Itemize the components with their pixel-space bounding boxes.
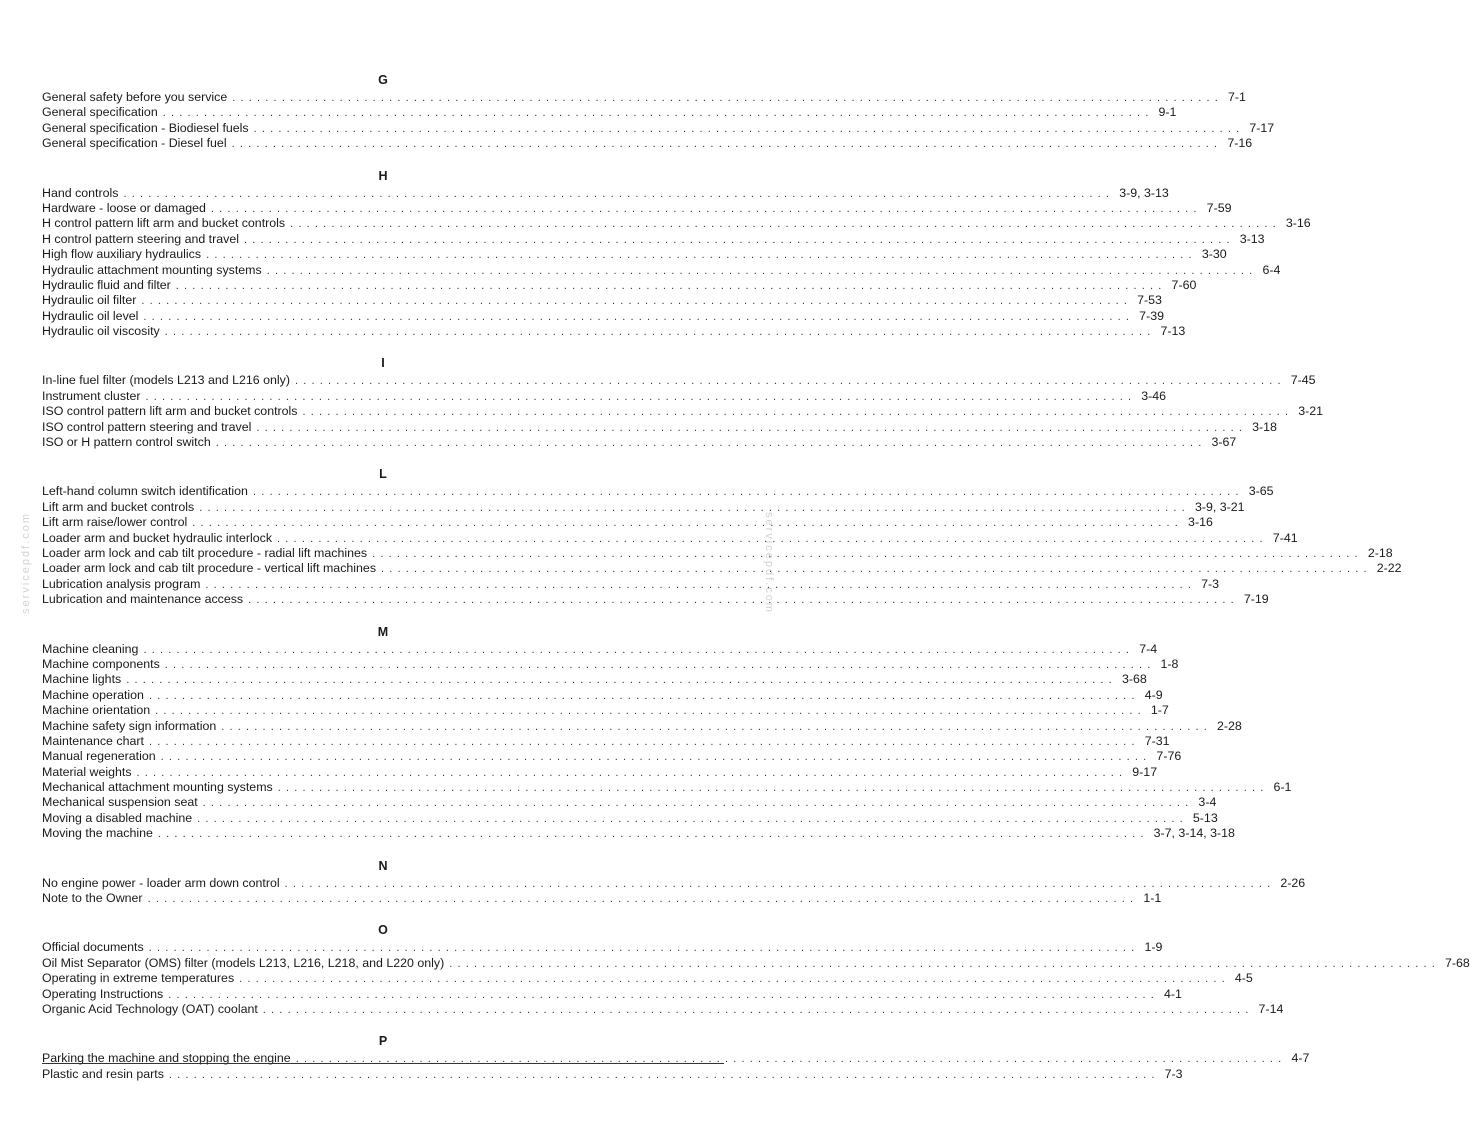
entry-term: No engine power - loader arm down control <box>42 875 280 890</box>
entry-pages: 4-1 <box>1163 986 1182 1001</box>
entry-pages: 2-28 <box>1217 718 1242 733</box>
entry-term: Lift arm and bucket controls <box>42 499 195 514</box>
dot-leader: ........................................................................................................................ <box>277 782 1269 795</box>
index-entry[interactable] <box>42 718 1242 734</box>
dot-leader: ........................................................................................................................ <box>215 437 1207 450</box>
dot-leader: ........................................................................................................................ <box>145 390 1137 403</box>
index-section <box>42 857 1306 907</box>
entry-pages: 2-26 <box>1280 875 1306 890</box>
section-letter: P <box>378 1034 388 1049</box>
entry-pages: 6-1 <box>1273 780 1292 795</box>
section-gap <box>42 152 724 167</box>
index-section <box>42 623 1292 842</box>
index-entry[interactable] <box>42 419 1277 435</box>
dot-leader: ........................................................................................................................ <box>231 138 1223 151</box>
index-entry[interactable] <box>42 247 1227 262</box>
dot-leader: ........................................................................................................................ <box>160 751 1152 764</box>
entry-term: Machine lights <box>42 672 122 687</box>
entry-pages: 2-18 <box>1367 545 1393 560</box>
entry-pages: 7-4 <box>1139 641 1158 656</box>
dot-leader: ........................................................................................................................ <box>210 202 1202 215</box>
entry-pages: 7-45 <box>1290 373 1316 388</box>
entry-pages: 3-18 <box>1252 419 1277 434</box>
index-entry[interactable] <box>42 826 1235 841</box>
section-gap <box>42 339 724 354</box>
entry-term: ISO or H pattern control switch <box>42 435 211 450</box>
index-entry[interactable] <box>42 592 1269 607</box>
index-entry[interactable] <box>42 749 1182 764</box>
section-gap <box>42 608 724 623</box>
entry-term: Loader arm and bucket hydraulic interlock <box>42 530 273 545</box>
index-entry[interactable] <box>42 293 1162 308</box>
entry-term: Lubrication analysis program <box>42 576 201 591</box>
index-entry[interactable] <box>42 277 1197 293</box>
entry-term: Note to the Owner <box>42 891 143 906</box>
section-gap <box>42 450 724 465</box>
dot-leader: ........................................................................................................................ <box>266 264 1258 277</box>
entry-term: Instrument cluster <box>42 388 141 403</box>
index-entry[interactable] <box>42 90 1246 105</box>
dot-leader: ........................................................................................................................ <box>253 122 1245 135</box>
entry-pages: 3-9, 3-13 <box>1119 185 1169 200</box>
entry-term: Machine orientation <box>42 703 151 718</box>
index-entry[interactable] <box>42 703 1169 718</box>
entry-pages: 3-16 <box>1285 216 1311 231</box>
dot-leader: ........................................................................................................................ <box>239 973 1230 986</box>
index-entry[interactable] <box>42 499 1245 515</box>
index-entry[interactable] <box>42 641 1158 657</box>
index-entry[interactable] <box>42 955 1470 971</box>
entry-pages: 7-68 <box>1444 955 1470 970</box>
entry-term: Lift arm raise/lower control <box>42 515 188 530</box>
entry-pages: 1-8 <box>1160 656 1179 671</box>
dot-leader: ........................................................................................................................ <box>143 643 1135 656</box>
entry-term: Official documents <box>42 940 144 955</box>
entry-term: Machine components <box>42 656 160 671</box>
entry-term: Hydraulic attachment mounting systems <box>42 262 262 277</box>
entry-term: Hydraulic oil viscosity <box>42 324 160 339</box>
index-entry[interactable] <box>42 656 1179 672</box>
entry-pages: 4-5 <box>1234 971 1253 986</box>
dot-leader: ........................................................................................................................ <box>136 766 1128 779</box>
entry-term: ISO control pattern lift arm and bucket controls <box>42 404 298 419</box>
dot-leader: ........................................................................................................................ <box>157 828 1149 841</box>
entry-term: In-line fuel filter (models L213 and L216 only) <box>42 373 290 388</box>
section-gap <box>42 906 724 921</box>
entry-term: Oil Mist Separator (OMS) filter (models L213, L216, L218, and L220 only) <box>42 955 445 970</box>
index-entry[interactable] <box>42 1001 1284 1017</box>
dot-leader: ........................................................................................................................ <box>372 547 1363 560</box>
entry-term: Hydraulic fluid and filter <box>42 277 171 292</box>
index-section <box>42 921 1470 1017</box>
index-section <box>42 1032 1310 1082</box>
entry-term: Loader arm lock and cab tilt procedure - radial lift machines <box>42 545 368 560</box>
entry-pages: 3-16 <box>1188 515 1213 530</box>
dot-leader: ........................................................................................................................ <box>381 563 1372 576</box>
dot-leader: ........................................................................................................................ <box>192 517 1184 530</box>
dot-leader: ........................................................................................................................ <box>126 674 1117 687</box>
entry-pages: 7-3 <box>1164 1066 1183 1081</box>
entry-term: General safety before you service <box>42 90 228 104</box>
index-entry[interactable] <box>42 105 1177 120</box>
entry-term: Hydraulic oil filter <box>42 293 137 308</box>
entry-pages: 7-17 <box>1249 120 1275 135</box>
entry-pages: 5-13 <box>1192 810 1218 825</box>
dot-leader: ........................................................................................................................ <box>155 705 1146 718</box>
index-entry[interactable] <box>42 986 1182 1002</box>
dot-leader: ........................................................................................................................ <box>205 578 1197 591</box>
dot-leader: ........................................................................................................................ <box>232 92 1224 104</box>
entry-pages: 3-7, 3-14, 3-18 <box>1153 826 1235 841</box>
index-entry[interactable] <box>42 810 1218 826</box>
section-gap <box>42 1017 724 1032</box>
dot-leader: ........................................................................................................................ <box>168 1068 1160 1081</box>
entry-pages: 1-7 <box>1150 703 1169 718</box>
index-entry[interactable] <box>42 1051 1310 1066</box>
footer-rule <box>42 1063 724 1064</box>
entry-term: Maintenance chart <box>42 733 144 748</box>
entry-term: Operating Instructions <box>42 986 164 1001</box>
entry-term: High flow auxiliary hydraulics <box>42 247 202 262</box>
entry-pages: 4-9 <box>1144 687 1163 702</box>
entry-pages: 9-17 <box>1132 764 1158 779</box>
dot-leader: ........................................................................................................................ <box>294 375 1286 388</box>
dot-leader: ........................................................................................................................ <box>147 893 1139 906</box>
entry-pages: 7-3 <box>1201 576 1220 591</box>
entry-term: ISO control pattern steering and travel <box>42 419 252 434</box>
entry-term: General specification <box>42 105 158 120</box>
index-entry[interactable] <box>42 545 1393 561</box>
dot-leader: ........................................................................................................................ <box>148 942 1140 955</box>
dot-leader: ........................................................................................................................ <box>162 107 1154 120</box>
entry-pages: 7-16 <box>1227 136 1253 151</box>
entry-pages: 3-9, 3-21 <box>1194 499 1245 514</box>
entry-pages: 3-21 <box>1298 404 1324 419</box>
dot-leader: ........................................................................................................................ <box>143 310 1135 323</box>
entry-term: Lubrication and maintenance access <box>42 592 244 607</box>
entry-pages: 7-19 <box>1243 592 1269 607</box>
entry-pages: 7-76 <box>1156 749 1182 764</box>
section-letter: M <box>377 624 389 639</box>
index-entry[interactable] <box>42 373 1316 388</box>
index-section <box>42 71 1275 152</box>
entry-term: Machine safety sign information <box>42 718 217 733</box>
entry-pages: 3-67 <box>1211 435 1237 450</box>
entry-pages: 7-59 <box>1206 200 1232 215</box>
section-letter: N <box>378 858 388 873</box>
dot-leader: ........................................................................................................................ <box>123 187 1115 200</box>
entry-term: Left-hand column switch identification <box>42 484 248 499</box>
entry-pages: 7-60 <box>1171 277 1197 292</box>
entry-term: Manual regeneration <box>42 749 156 764</box>
entry-term: Mechanical suspension seat <box>42 795 198 810</box>
index-entry[interactable] <box>42 308 1164 324</box>
index-entry[interactable] <box>42 530 1298 546</box>
dot-leader: ........................................................................................................................ <box>295 1053 1287 1066</box>
dot-leader: ........................................................................................................................ <box>221 720 1212 733</box>
section-letter: O <box>378 923 388 938</box>
dot-leader: ........................................................................................................................ <box>302 406 1294 419</box>
entry-pages: 7-1 <box>1228 90 1246 104</box>
dot-leader: ........................................................................................................................ <box>164 326 1156 339</box>
entry-pages: 1-1 <box>1143 891 1162 906</box>
index-entry[interactable] <box>42 687 1163 703</box>
entry-term: Loader arm lock and cab tilt procedure - vertical lift machines <box>42 561 377 576</box>
index-entry[interactable] <box>42 404 1324 419</box>
entry-term: Operating in extreme temperatures <box>42 971 235 986</box>
index-entry[interactable] <box>42 940 1163 955</box>
index-entry[interactable] <box>42 875 1306 891</box>
dot-leader: ........................................................................................................................ <box>449 957 1440 970</box>
index-entry[interactable] <box>42 733 1170 749</box>
dot-leader: ........................................................................................................................ <box>284 877 1276 890</box>
index-entry[interactable] <box>42 262 1281 278</box>
dot-leader: ........................................................................................................................ <box>197 812 1188 825</box>
section-letter: L <box>379 467 387 482</box>
index-entry[interactable] <box>42 435 1237 450</box>
index-entry[interactable] <box>42 971 1253 986</box>
index-entry[interactable] <box>42 1066 1183 1082</box>
index-entry[interactable] <box>42 185 1169 201</box>
entry-term: Hardware - loose or damaged <box>42 200 206 215</box>
entry-term: Plastic and resin parts <box>42 1066 164 1081</box>
entry-term: Moving a disabled machine <box>42 810 193 825</box>
entry-pages: 2-22 <box>1376 561 1402 576</box>
entry-term: Parking the machine and stopping the engine <box>42 1051 291 1066</box>
dot-leader: ........................................................................................................................ <box>256 421 1248 434</box>
index-entry[interactable] <box>42 200 1232 216</box>
index-entry[interactable] <box>42 324 1186 339</box>
entry-pages: 7-14 <box>1258 1001 1284 1016</box>
section-letter: H <box>378 168 388 183</box>
index-entry[interactable] <box>42 891 1162 906</box>
index-entry[interactable] <box>42 388 1167 404</box>
entry-term: H control pattern steering and travel <box>42 231 239 246</box>
dot-leader: ........................................................................................................................ <box>206 249 1197 262</box>
entry-pages: 7-31 <box>1144 733 1170 748</box>
dot-leader: ........................................................................................................................ <box>175 279 1167 292</box>
entry-term: Moving the machine <box>42 826 153 841</box>
entry-term: H control pattern lift arm and bucket controls <box>42 216 286 231</box>
entry-pages: 3-30 <box>1201 247 1227 262</box>
entry-term: Mechanical attachment mounting systems <box>42 780 273 795</box>
index-entry[interactable] <box>42 231 1265 247</box>
entry-pages: 3-65 <box>1248 484 1274 499</box>
dot-leader: ........................................................................................................................ <box>243 233 1235 246</box>
entry-pages: 4-7 <box>1291 1051 1310 1066</box>
dot-leader: ........................................................................................................................ <box>202 797 1194 810</box>
index-entry[interactable] <box>42 561 1402 576</box>
entry-pages: 3-4 <box>1198 795 1217 810</box>
entry-pages: 3-46 <box>1141 388 1167 403</box>
index-entry[interactable] <box>42 515 1213 530</box>
dot-leader: ........................................................................................................................ <box>290 218 1281 231</box>
entry-term: General specification - Biodiesel fuels <box>42 120 249 135</box>
index-entry[interactable] <box>42 780 1292 795</box>
index-section <box>42 354 1324 450</box>
index-entry[interactable] <box>42 120 1275 136</box>
dot-leader: ........................................................................................................................ <box>148 689 1140 702</box>
index-section <box>42 167 1311 340</box>
dot-leader: ........................................................................................................................ <box>199 501 1190 514</box>
index-entry[interactable] <box>42 136 1253 151</box>
entry-pages: 1-9 <box>1144 940 1163 955</box>
section-letter: I <box>381 356 385 371</box>
entry-pages: 7-53 <box>1137 293 1162 308</box>
index-entry[interactable] <box>42 795 1217 810</box>
dot-leader: ........................................................................................................................ <box>168 988 1159 1001</box>
watermark-right: servicepdf.com <box>763 512 775 614</box>
entry-pages: 7-41 <box>1272 530 1298 545</box>
entry-pages: 7-13 <box>1160 324 1186 339</box>
section-letter: G <box>378 73 388 87</box>
entry-term: Hydraulic oil level <box>42 308 139 323</box>
dot-leader: ........................................................................................................................ <box>148 735 1140 748</box>
dot-leader: ........................................................................................................................ <box>164 658 1156 671</box>
entry-term: Material weights <box>42 764 132 779</box>
entry-term: General specification - Diesel fuel <box>42 136 227 151</box>
dot-leader: ........................................................................................................................ <box>262 1003 1254 1016</box>
entry-pages: 9-1 <box>1158 105 1177 120</box>
dot-leader: ........................................................................................................................ <box>141 295 1133 308</box>
dot-leader: ........................................................................................................................ <box>277 532 1268 545</box>
index-entry[interactable] <box>42 764 1158 780</box>
section-gap <box>42 842 724 857</box>
entry-term: Hand controls <box>42 185 119 200</box>
index-entry[interactable] <box>42 576 1220 592</box>
index-entry[interactable] <box>42 484 1274 499</box>
entry-term: Organic Acid Technology (OAT) coolant <box>42 1001 258 1016</box>
watermark-left: servicepdf.com <box>20 512 32 614</box>
entry-pages: 3-68 <box>1121 672 1147 687</box>
entry-term: Machine cleaning <box>42 641 139 656</box>
index-entry[interactable] <box>42 672 1147 687</box>
dot-leader: ........................................................................................................................ <box>248 594 1239 607</box>
dot-leader: ........................................................................................................................ <box>252 486 1244 499</box>
entry-pages: 3-13 <box>1239 231 1265 246</box>
index-entry[interactable] <box>42 216 1311 231</box>
entry-pages: 6-4 <box>1262 262 1281 277</box>
entry-term: Machine operation <box>42 687 144 702</box>
entry-pages: 7-39 <box>1139 308 1164 323</box>
